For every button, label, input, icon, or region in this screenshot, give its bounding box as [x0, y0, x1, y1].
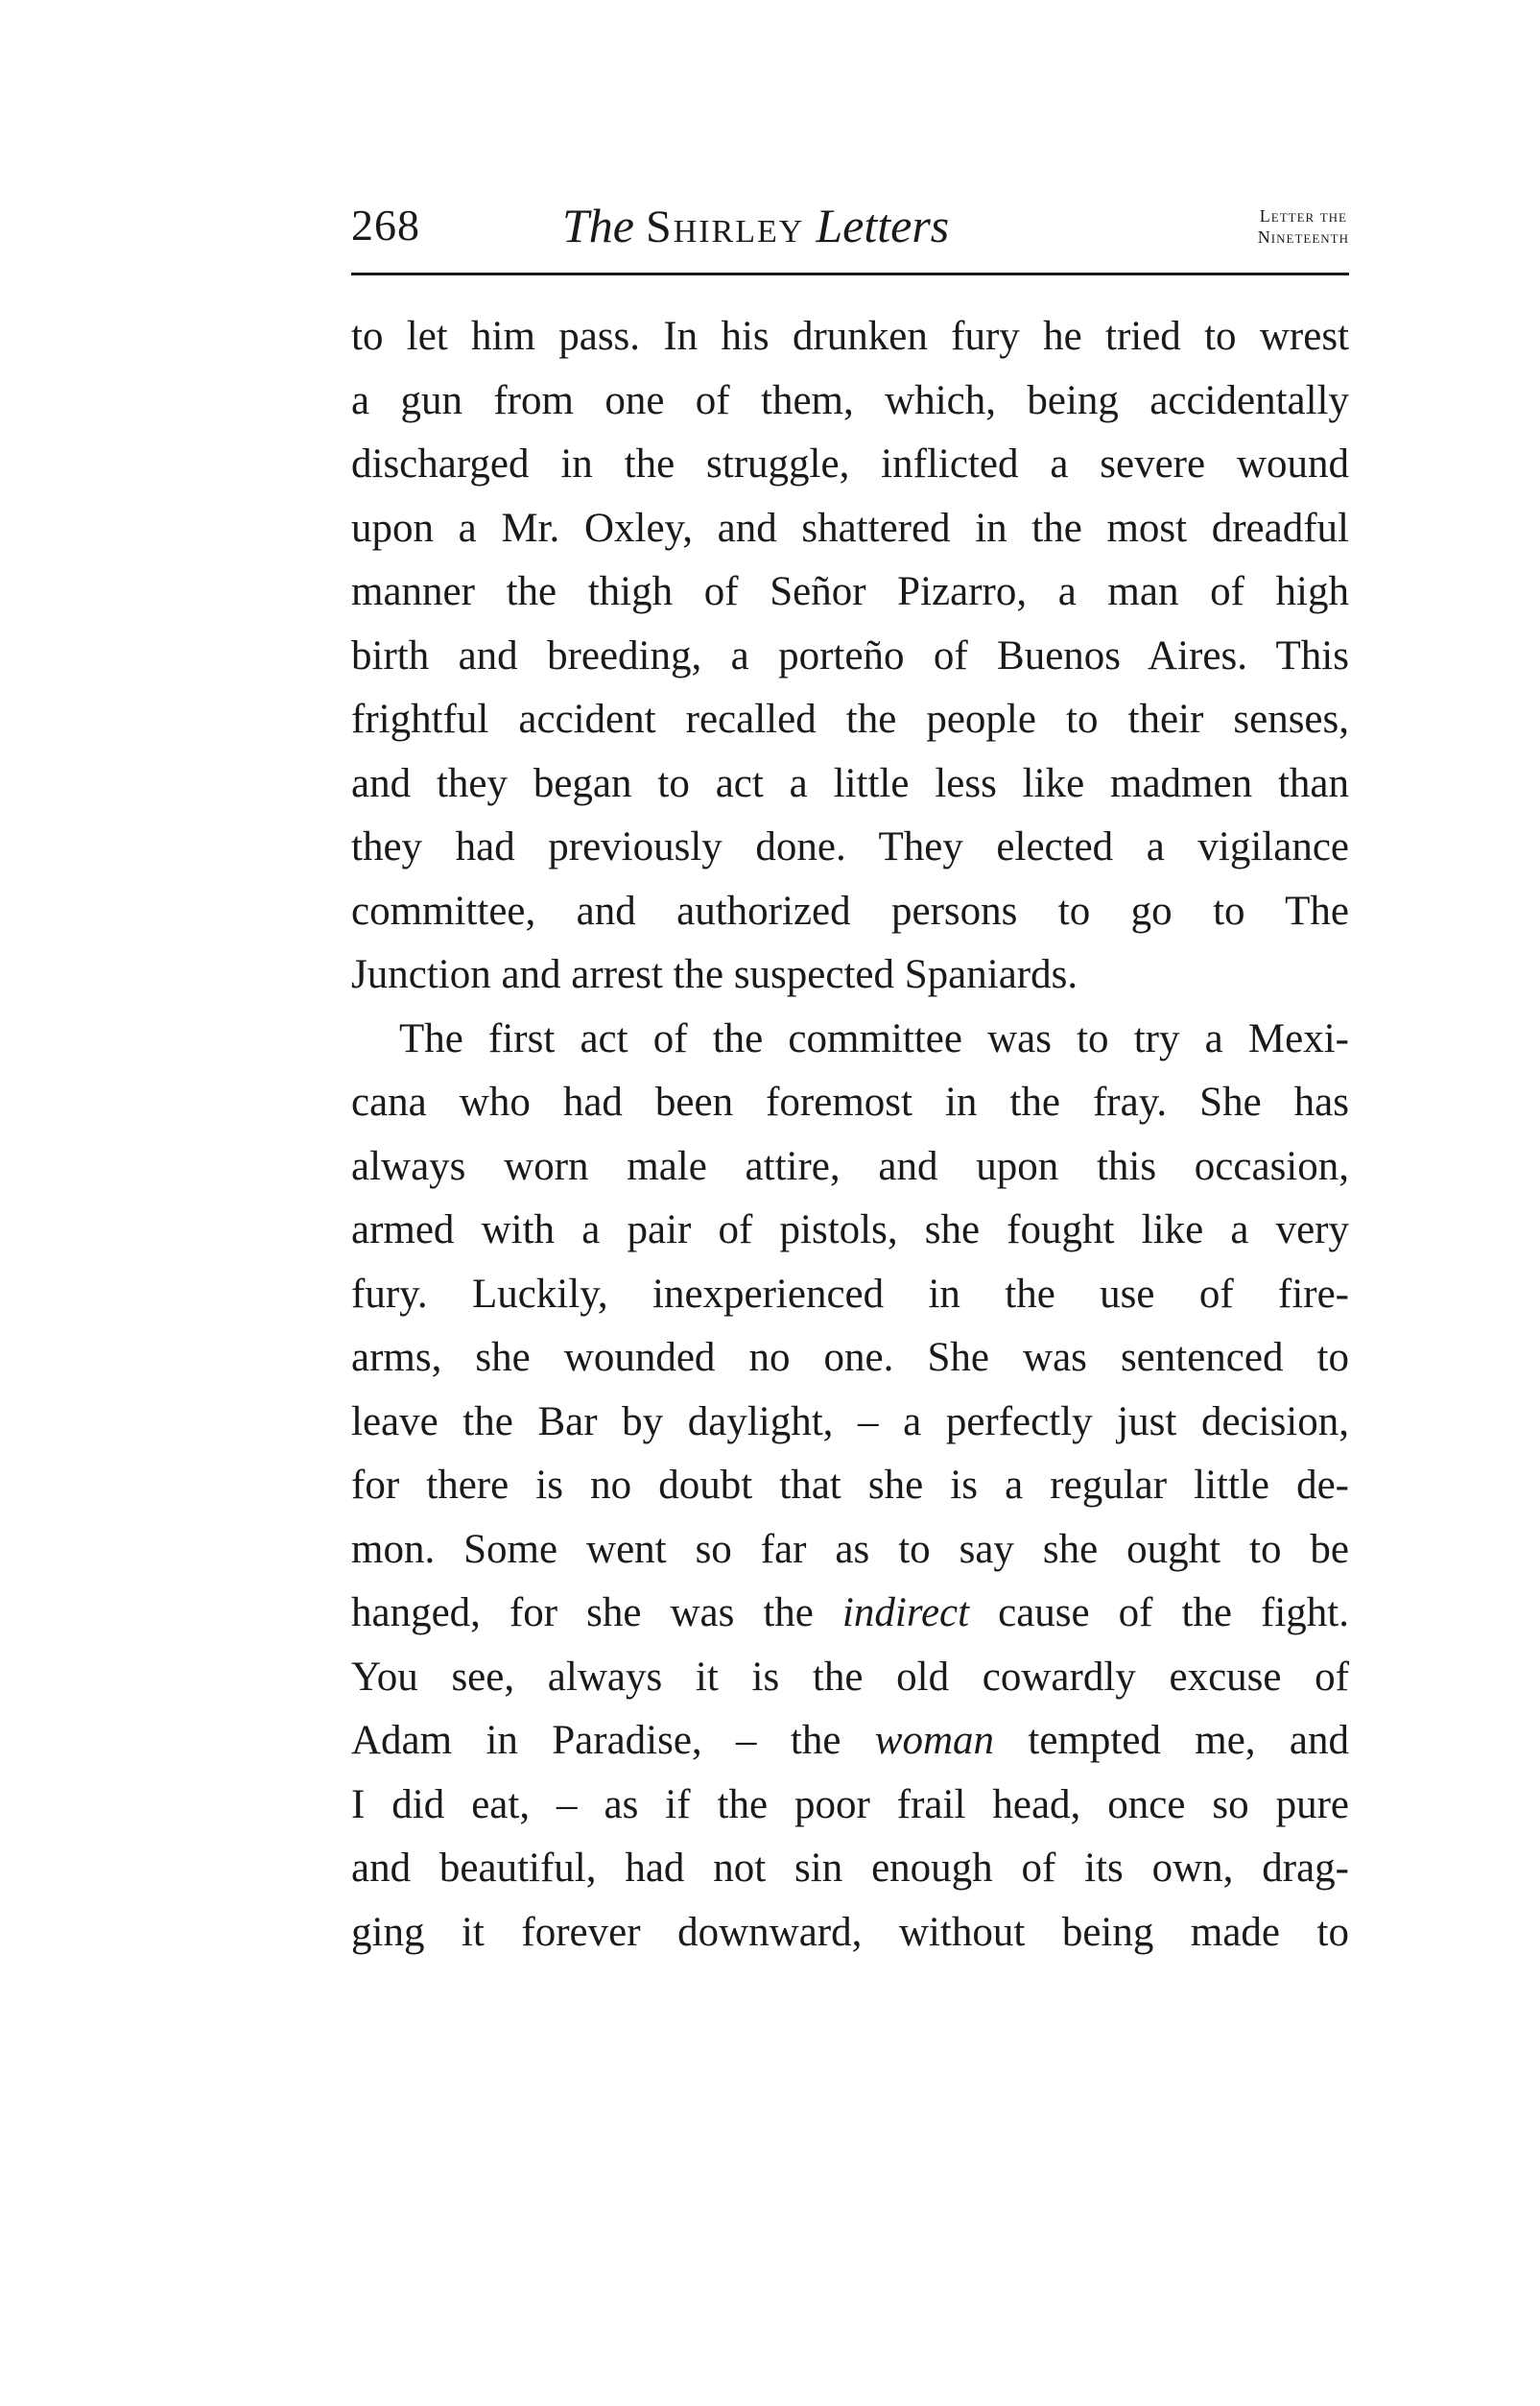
text-line: manner the thigh of Señor Pizarro, a man of high: [351, 569, 1349, 614]
page-number: 268: [351, 201, 420, 250]
text-line: birth and breeding, a porteño of Buenos Aires. This: [351, 632, 1349, 679]
text-fragment: Adam in Paradise, – the: [351, 1718, 875, 1763]
text-line: The first act of the committee was to try a Mexi-: [399, 1015, 1349, 1061]
text-line: arms, she wounded no one. She was sentenced to: [351, 1335, 1349, 1380]
text-line: fury. Luckily, inexperienced in the use of fire-: [351, 1271, 1349, 1317]
text-line: discharged in the struggle, inflicted a severe wound: [351, 441, 1349, 487]
text-line: [351, 1582, 1349, 1646]
text-line: armed with a pair of pistols, she fought like a very: [351, 1207, 1349, 1252]
book-title-the: The: [562, 199, 634, 252]
text-line: mon. Some went so far as to say she ought to be: [351, 1526, 1349, 1572]
book-title-letters: Letters: [816, 199, 950, 252]
text-line: upon a Mr. Oxley, and shattered in the most dreadful: [351, 505, 1349, 551]
text-line: to let him pass. In his drunken fury he tried to wrest: [351, 314, 1349, 359]
header-rule: [351, 273, 1349, 275]
italic-word: woman: [874, 1718, 995, 1763]
book-title: [562, 192, 949, 261]
text-fragment: cause of the fight.: [969, 1590, 1349, 1635]
text-line: ging it forever downward, without being made to: [351, 1909, 1349, 1955]
text-line: they had previously done. They elected a vigilance: [351, 824, 1349, 869]
text-line: for there is no doubt that she is a regular little de-: [351, 1463, 1349, 1508]
running-head: [351, 192, 1349, 269]
text-line: leave the Bar by daylight, – a perfectly just decision,: [351, 1398, 1349, 1444]
text-line: always worn male attire, and upon this occasion,: [351, 1143, 1349, 1189]
text-line: committee, and authorized persons to go to The: [351, 888, 1349, 934]
text-line: Junction and arrest the suspected Spaniards.: [351, 952, 1078, 997]
italic-word: indirect: [841, 1590, 970, 1635]
text-line: I did eat, – as if the poor frail head, once so pure: [351, 1781, 1349, 1827]
text-line: and beautiful, had not sin enough of its own, drag-: [351, 1846, 1349, 1891]
text-fragment: hanged, for she was the: [351, 1590, 842, 1635]
body-text: [351, 305, 1349, 1965]
book-title-name: Shirley: [646, 202, 805, 252]
section-label-line1: Letter the: [1259, 206, 1347, 226]
section-label: [1258, 205, 1349, 248]
text-line: frightful accident recalled the people to their senses,: [351, 697, 1349, 742]
text-fragment: tempted me, and: [994, 1718, 1349, 1763]
text-line: and they began to act a little less like madmen than: [351, 760, 1349, 806]
text-line: cana who had been foremost in the fray. She has: [351, 1080, 1349, 1125]
text-line: You see, always it is the old cowardly excuse of: [351, 1654, 1349, 1700]
text-line: a gun from one of them, which, being accidentally: [351, 377, 1349, 423]
text-line: [351, 1709, 1349, 1774]
section-label-line2: Nineteenth: [1257, 227, 1349, 247]
